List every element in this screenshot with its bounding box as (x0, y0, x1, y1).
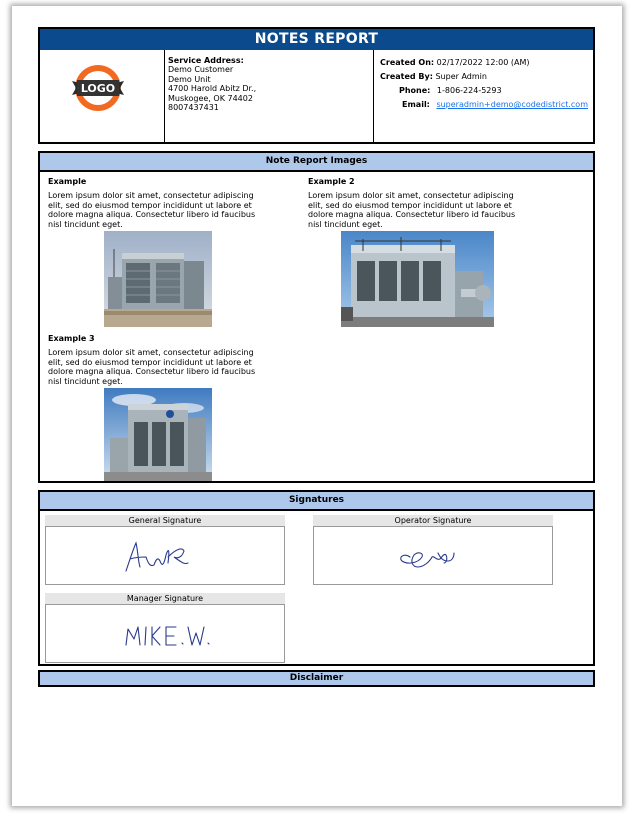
address-line: 8007437431 (168, 103, 219, 112)
image-note-text: Lorem ipsum dolor sit amet, consectetur adipiscing elit, sed do eiusmod tempor incididunt ut labore et dolore magna aliqua. Consectetur libero id faucibus nisl tincidunt eget. (48, 191, 256, 229)
cooling-tower-photo (104, 388, 212, 481)
email-row (380, 98, 594, 112)
cooling-tower-photo (341, 231, 494, 327)
images-section-title: Note Report Images (40, 153, 593, 172)
created-by-label: Created By: (380, 72, 433, 81)
image-note (48, 177, 262, 229)
service-address (168, 56, 368, 113)
signature-label: Manager Signature (45, 593, 285, 604)
signature-image (314, 527, 552, 584)
address-line: Demo Unit (168, 74, 211, 84)
created-on-row (380, 56, 594, 70)
report-page (12, 6, 622, 806)
signature-image (46, 605, 284, 662)
image-note (308, 177, 522, 229)
created-on-value: 02/17/2022 12:00 (AM) (436, 58, 530, 67)
signature-box (45, 526, 285, 585)
email-label: Email: (402, 100, 430, 109)
image-note-title: Example (48, 177, 87, 186)
company-logo (70, 60, 126, 116)
signature-image (46, 527, 284, 584)
header-divider (373, 50, 374, 142)
created-by-value: Super Admin (435, 72, 487, 81)
signatures-section (38, 490, 595, 666)
address-line: Muskogee, OK 74402 (168, 93, 253, 103)
disclaimer-section (38, 670, 595, 687)
report-header (38, 27, 595, 144)
address-line: 4700 Harold Abitz Dr., (168, 84, 257, 93)
header-divider (164, 50, 165, 142)
signature-box (313, 526, 553, 585)
image-note-title: Example 3 (48, 334, 95, 343)
signature-box (45, 604, 285, 663)
image-note-title: Example 2 (308, 177, 355, 186)
email-link[interactable]: superadmin+demo@codedistrict.com (436, 100, 588, 109)
report-meta (380, 56, 594, 112)
signature-label: General Signature (45, 515, 285, 526)
phone-value: 1-806-224-5293 (436, 86, 502, 95)
cooling-tower-photo (104, 231, 212, 327)
images-section (38, 151, 595, 483)
report-title: NOTES REPORT (40, 29, 593, 50)
image-note (48, 334, 262, 386)
address-line: Demo Customer (168, 65, 234, 74)
phone-row (380, 84, 594, 98)
disclaimer-title: Disclaimer (289, 673, 344, 683)
signatures-section-title: Signatures (40, 492, 593, 511)
image-note-text: Lorem ipsum dolor sit amet, consectetur adipiscing elit, sed do eiusmod tempor incididunt ut labore et dolore magna aliqua. Consectetur libero id faucibus nisl tincidunt eget. (308, 191, 516, 229)
created-by-row (380, 70, 594, 84)
signature-label: Operator Signature (313, 515, 553, 526)
phone-label: Phone: (399, 86, 431, 95)
service-address-label: Service Address: (168, 56, 244, 65)
created-on-label: Created On: (380, 58, 435, 67)
image-note-text: Lorem ipsum dolor sit amet, consectetur adipiscing elit, sed do eiusmod tempor incididunt ut labore et dolore magna aliqua. Consectetur libero id faucibus nisl tincidunt eget. (48, 348, 256, 386)
logo-text: LOGO (80, 82, 116, 95)
